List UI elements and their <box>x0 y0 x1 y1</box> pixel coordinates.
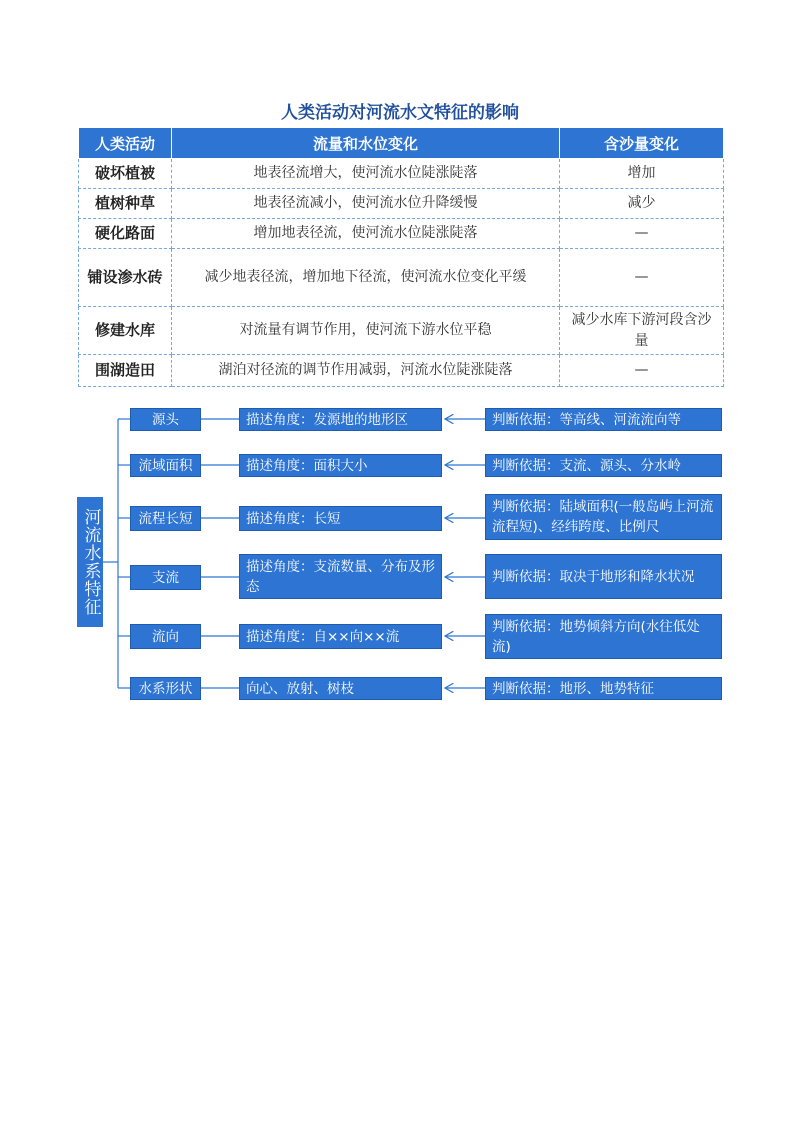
sediment-cell: 减少水库下游河段含沙量 <box>560 307 724 355</box>
activity-cell: 围湖造田 <box>79 355 172 387</box>
activity-cell: 破坏植被 <box>79 159 172 189</box>
sediment-cell: — <box>560 219 724 249</box>
feature-box: 源头 <box>130 408 201 431</box>
describe-box: 描述角度：自××向××流 <box>239 624 442 649</box>
feature-box: 支流 <box>130 565 201 590</box>
page-title: 人类活动对河流水文特征的影响 <box>281 103 519 123</box>
feature-box: 流域面积 <box>130 454 201 477</box>
column-header: 含沙量变化 <box>560 128 724 159</box>
basis-box: 判断依据：地势倾斜方向(水往低处流) <box>485 614 722 659</box>
sediment-cell: — <box>560 355 724 387</box>
basis-box: 判断依据：陆域面积(一般岛屿上河流流程短)、经纬跨度、比例尺 <box>485 494 722 540</box>
column-header: 人类活动 <box>79 128 172 159</box>
feature-box: 流程长短 <box>130 506 201 531</box>
basis-box: 判断依据：地形、地势特征 <box>485 677 722 700</box>
sediment-cell: 减少 <box>560 189 724 219</box>
feature-box: 水系形状 <box>130 677 201 700</box>
basis-box: 判断依据：取决于地形和降水状况 <box>485 554 722 599</box>
basis-box: 判断依据：等高线、河流流向等 <box>485 408 722 431</box>
flow-cell: 增加地表径流，使河流水位陡涨陡落 <box>172 219 560 249</box>
describe-box: 描述角度：支流数量、分布及形态 <box>239 554 442 599</box>
sediment-cell: 增加 <box>560 159 724 189</box>
basis-box: 判断依据：支流、源头、分水岭 <box>485 454 722 477</box>
flow-cell: 地表径流增大，使河流水位陡涨陡落 <box>172 159 560 189</box>
describe-box: 描述角度：发源地的地形区 <box>239 408 442 431</box>
activity-cell: 修建水库 <box>79 307 172 355</box>
column-header: 流量和水位变化 <box>172 128 560 159</box>
activity-cell: 铺设渗水砖 <box>79 249 172 307</box>
sediment-cell: — <box>560 249 724 307</box>
diagram-root: 河流水系特征 <box>77 497 103 627</box>
activity-cell: 植树种草 <box>79 189 172 219</box>
feature-box: 流向 <box>130 624 201 649</box>
describe-box: 描述角度：长短 <box>239 506 442 531</box>
flow-cell: 对流量有调节作用，使河流下游水位平稳 <box>172 307 560 355</box>
activity-cell: 硬化路面 <box>79 219 172 249</box>
describe-box: 描述角度：面积大小 <box>239 454 442 477</box>
flow-cell: 湖泊对径流的调节作用减弱，河流水位陡涨陡落 <box>172 355 560 387</box>
flow-cell: 地表径流减小，使河流水位升降缓慢 <box>172 189 560 219</box>
describe-box: 向心、放射、树枝 <box>239 677 442 700</box>
flow-cell: 减少地表径流，增加地下径流，使河流水位变化平缓 <box>172 249 560 307</box>
